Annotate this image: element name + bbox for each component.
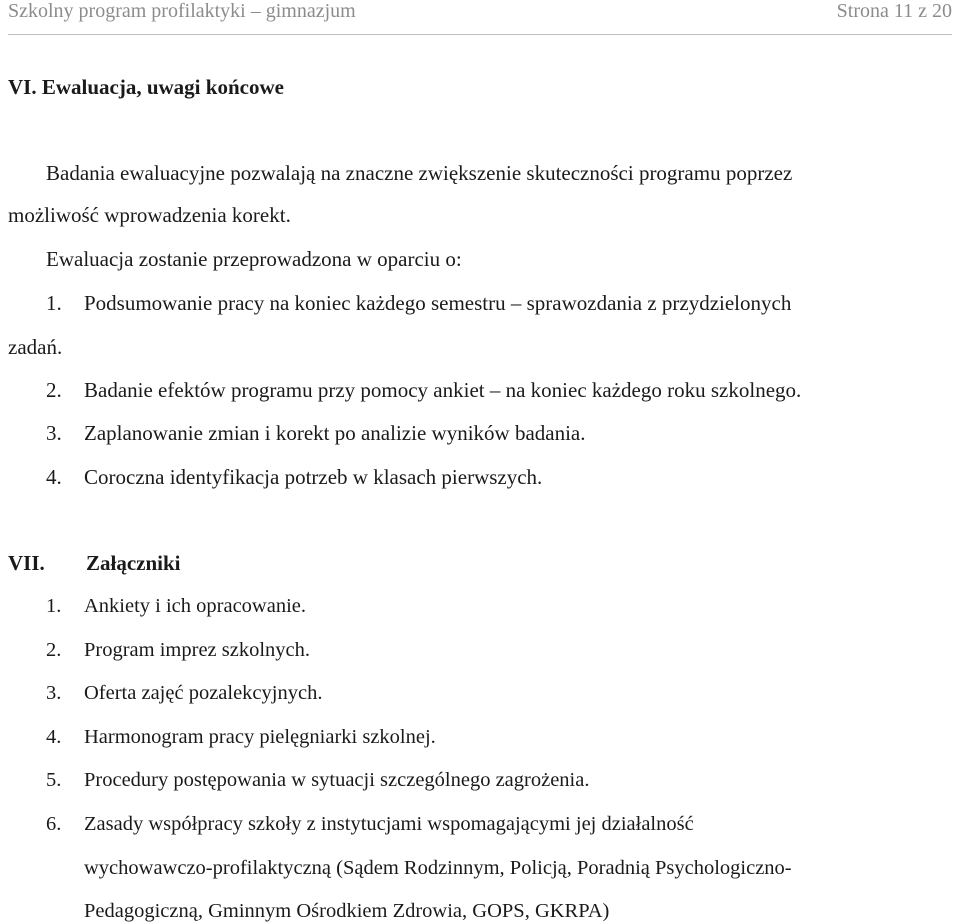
header-page-number: Strona 11 z 20: [836, 0, 952, 22]
evaluation-item-1-continuation: zadań.: [8, 335, 63, 359]
paragraph-line-1: Badania ewaluacyjne pozwalają na znaczne zwiększenie skuteczności programu poprzez: [46, 161, 793, 185]
attachment-item-2: [46, 637, 310, 663]
section-6-heading: VI. Ewaluacja, uwagi końcowe: [8, 75, 284, 99]
item-number: 4.: [46, 465, 62, 489]
section-title: Załączniki: [86, 551, 181, 575]
item-text: Zaplanowanie zmian i korekt po analizie wyników badania.: [84, 421, 586, 445]
evaluation-intro: Ewaluacja zostanie przeprowadzona w oparciu o:: [46, 247, 462, 271]
evaluation-item-2: [46, 377, 801, 403]
item-number: 2.: [46, 639, 62, 661]
evaluation-item-4: [46, 464, 542, 490]
item-number: 3.: [46, 682, 62, 704]
header-document-title: Szkolny program profilaktyki – gimnazjum: [8, 0, 356, 22]
item-number: 2.: [46, 378, 62, 402]
evaluation-item-3: [46, 420, 586, 446]
item-number: 4.: [46, 726, 62, 748]
attachment-item-6: [46, 811, 694, 837]
section-number: VII.: [8, 551, 45, 575]
section-7-heading: [8, 550, 181, 576]
attachment-item-1: [46, 593, 306, 619]
evaluation-item-1: [46, 290, 791, 316]
item-number: 1.: [46, 291, 62, 315]
item-text: Harmonogram pracy pielęgniarki szkolnej.: [84, 726, 436, 748]
attachment-item-5: [46, 767, 589, 793]
attachment-item-3: [46, 680, 322, 706]
item-text: Podsumowanie pracy na koniec każdego semestru – sprawozdania z przydzielonych: [84, 291, 792, 315]
item-text: Oferta zajęć pozalekcyjnych.: [84, 682, 323, 704]
page-header: [8, 0, 952, 35]
paragraph-line-2: możliwość wprowadzenia korekt.: [8, 203, 291, 227]
item-number: 6.: [46, 813, 62, 835]
attachment-item-6-line-3: Pedagogiczną, Gminnym Ośrodkiem Zdrowia, GOPS, GKRPA): [84, 900, 610, 922]
item-number: 5.: [46, 769, 62, 791]
item-text: Ankiety i ich opracowanie.: [84, 595, 307, 617]
item-text: Zasady współpracy szkoły z instytucjami wspomagającymi jej działalność: [84, 813, 694, 835]
item-number: 3.: [46, 421, 62, 445]
item-number: 1.: [46, 595, 62, 617]
item-text: Program imprez szkolnych.: [84, 639, 311, 661]
item-text: Procedury postępowania w sytuacji szczególnego zagrożenia.: [84, 769, 590, 791]
attachment-item-6-line-2: wychowawczo-profilaktyczną (Sądem Rodzinnym, Policją, Poradnią Psychologiczno-: [84, 857, 792, 879]
item-text: Coroczna identyfikacja potrzeb w klasach pierwszych.: [84, 465, 543, 489]
item-text: Badanie efektów programu przy pomocy ankiet – na koniec każdego roku szkolnego.: [84, 378, 802, 402]
attachment-item-4: [46, 724, 436, 750]
